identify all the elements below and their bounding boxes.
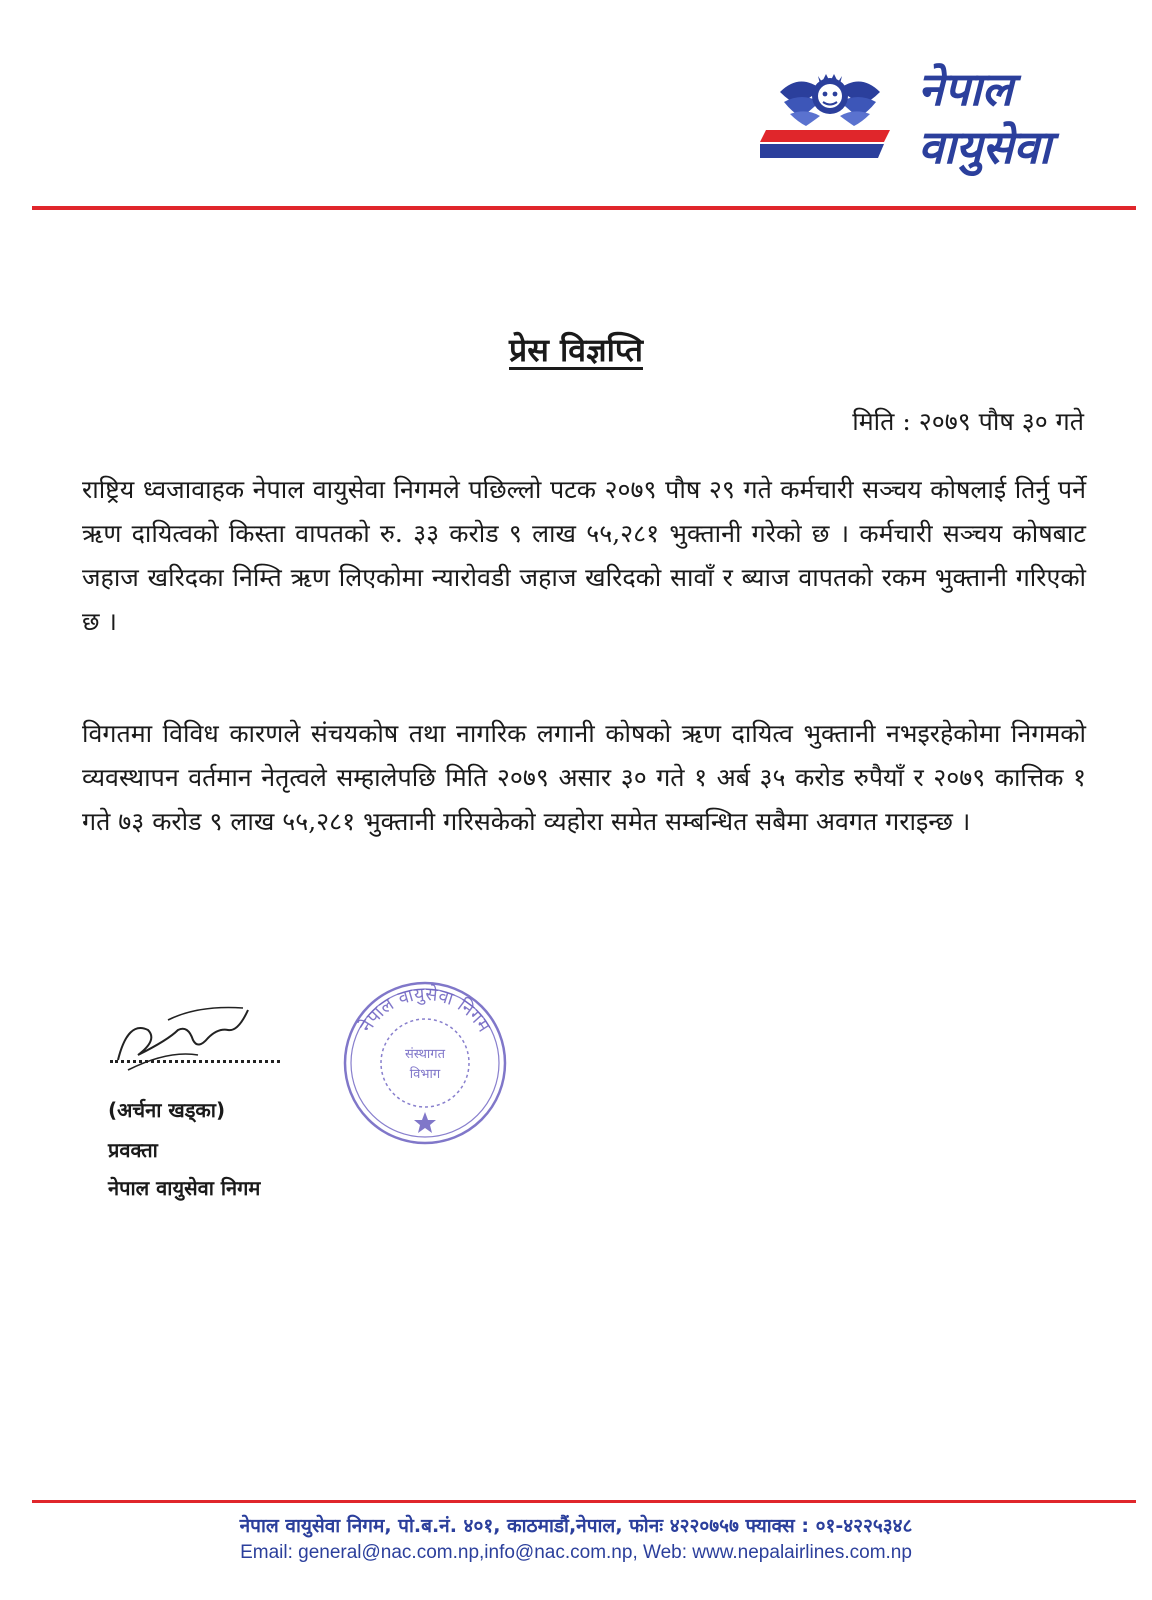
stamp-outer-text: नेपाल वायुसेवा निगम xyxy=(355,983,495,1037)
handwritten-signature xyxy=(108,1000,258,1090)
header-divider xyxy=(32,206,1136,210)
footer-contact: Email: general@nac.com.np,info@nac.com.np, Web: www.nepalairlines.com.np xyxy=(240,1542,912,1563)
logo-text-line2: वायुसेवा xyxy=(918,120,1051,174)
document-date: मिति : २०७९ पौष ३० गते xyxy=(852,407,1084,436)
stamp-star-icon xyxy=(414,1112,436,1133)
signatory-name: (अर्चना खड्का) xyxy=(108,1098,226,1122)
stamp-inner-line2: विभाग xyxy=(409,1067,441,1082)
signature-dotted-line xyxy=(110,1060,280,1063)
garuda-winged-emblem-icon xyxy=(780,74,880,126)
logo-text-line1: नेपाल xyxy=(918,62,1013,116)
stamp-inner-line1: संस्थागत xyxy=(405,1047,445,1062)
document-title: प्रेस विज्ञप्ति xyxy=(509,331,643,369)
svg-text:नेपाल वायुसेवा निगम xyxy=(355,983,495,1037)
footer-address: नेपाल वायुसेवा निगम, पो.ब.नं. ४०१, काठमाडौं,नेपाल, फोनः ४२२०७५७ फ्याक्स : ०१-४२२५३४८ xyxy=(239,1515,913,1537)
signatory-role: प्रवक्ता xyxy=(108,1138,158,1162)
logo-blue-stripe xyxy=(760,144,884,158)
body-paragraph-2: विगतमा विविध कारणले संचयकोष तथा नागरिक लगानी कोषको ऋण दायित्व भुक्तानी नभइरहेकोमा निगमको व्यवस्थापन वर्तमान नेतृत्वले सम्हालेपछि मिति २०७९ असार ३० गते १ अर्ब ३५ करोड रुपैयाँ र २०७९ कात्तिक १ गते ७३ करोड ९ लाख ५५,२८१ भुक्तानी गरिसकेको व्यहोरा समेत सम्बन्धित सबैमा अवगत गराइन्छ । xyxy=(82,719,1086,836)
logo-red-stripe xyxy=(760,130,890,142)
signatory-organization: नेपाल वायुसेवा निगम xyxy=(108,1176,261,1200)
official-stamp xyxy=(340,978,510,1148)
footer-divider xyxy=(32,1500,1136,1503)
body-paragraph-1: राष्ट्रिय ध्वजावाहक नेपाल वायुसेवा निगमले पछिल्लो पटक २०७९ पौष २९ गते कर्मचारी सञ्चय कोषलाई तिर्नु पर्ने ऋण दायित्वको किस्ता वापतको रु. ३३ करोड ९ लाख ५५,२८१ भुक्तानी गरेको छ । कर्मचारी सञ्चय कोषबाट जहाज खरिदका निम्ति ऋण लिएकोमा न्यारोवडी जहाज खरिदको सावाँ र ब्याज वापतको रकम भुक्तानी गरिएको छ । xyxy=(82,475,1086,636)
